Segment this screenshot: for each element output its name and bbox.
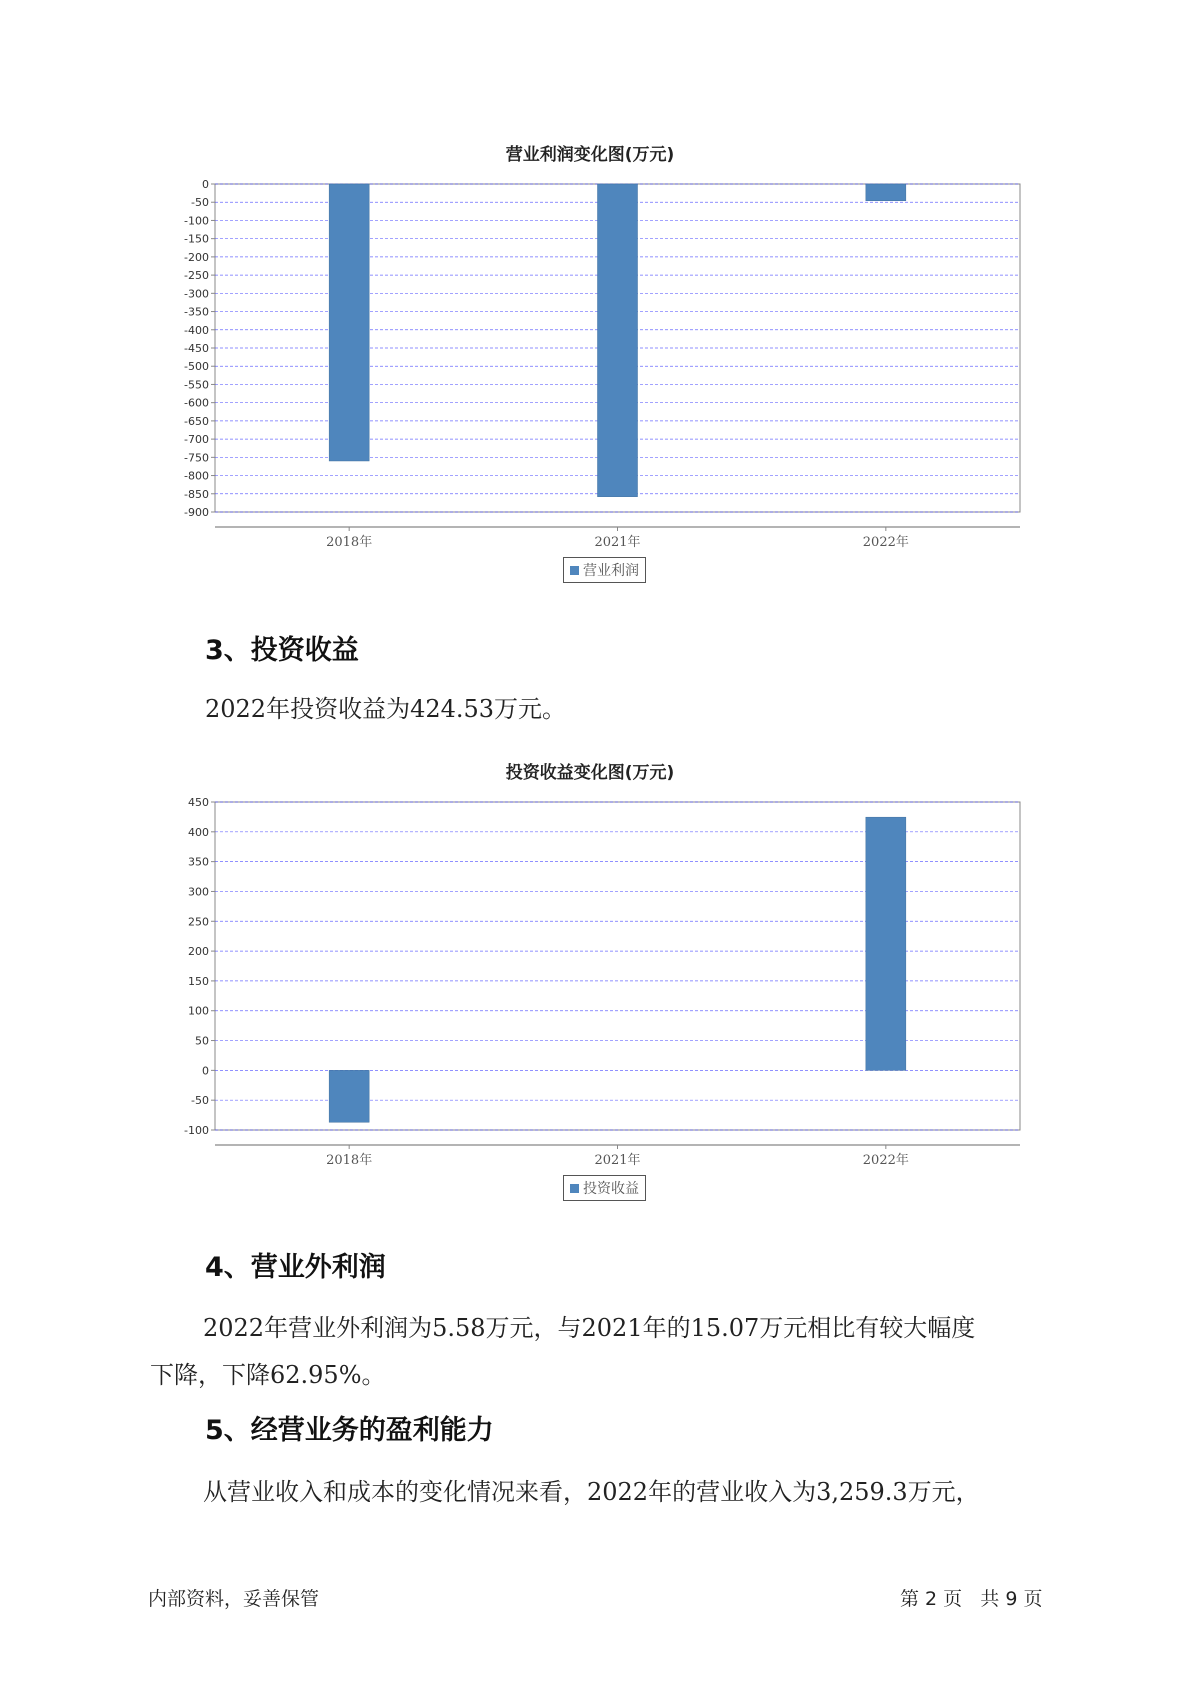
x-tick-label: 2021年: [594, 535, 641, 550]
y-tick-label: 350: [188, 855, 209, 869]
chart-title: 投资收益变化图(万元): [505, 763, 675, 783]
section-heading-non-operating-profit: 4、营业外利润: [205, 1252, 386, 1283]
y-tick-label: 250: [188, 915, 209, 929]
y-tick-label: -900: [184, 506, 209, 519]
legend-label: 投资收益: [583, 1181, 639, 1197]
y-tick-label: -500: [184, 360, 209, 374]
y-tick-label: -550: [184, 378, 209, 392]
y-tick-label: 0: [202, 1064, 209, 1078]
chart-canvas: [150, 758, 1030, 1198]
x-tick-label: 2021年: [594, 1153, 641, 1168]
y-tick-label: 0: [202, 178, 209, 191]
y-tick-label: 150: [188, 974, 209, 988]
bar: [866, 184, 906, 201]
footer-page-number: 第 2 页 共 9 页: [900, 1588, 1043, 1610]
section-heading-profitability: 5、经营业务的盈利能力: [205, 1415, 494, 1446]
y-tick-label: -800: [184, 469, 209, 483]
y-tick-label: -250: [184, 269, 209, 283]
y-tick-label: -50: [191, 1094, 209, 1108]
chart-title: 营业利润变化图(万元): [505, 145, 675, 165]
y-tick-label: -750: [184, 451, 209, 465]
legend-swatch: [570, 1184, 579, 1193]
y-tick-label: -700: [184, 433, 209, 447]
y-tick-label: -450: [184, 342, 209, 355]
y-tick-label: 200: [188, 945, 209, 959]
y-tick-label: -100: [184, 214, 209, 228]
x-tick-label: 2022年: [862, 1153, 909, 1168]
y-tick-label: 300: [188, 885, 209, 899]
legend-swatch: [570, 566, 579, 575]
paragraph-line-1: 从营业收入和成本的变化情况来看，2022年的营业收入为3,259.3万元，: [203, 1478, 980, 1506]
y-tick-label: -850: [184, 487, 209, 501]
y-tick-label: -300: [184, 287, 209, 301]
y-tick-label: -650: [184, 414, 209, 428]
y-tick-label: -400: [184, 323, 209, 337]
paragraph-line-1: 2022年营业外利润为5.58万元，与2021年的15.07万元相比有较大幅度: [203, 1314, 976, 1342]
bar: [329, 184, 369, 461]
y-tick-label: 50: [195, 1034, 209, 1048]
y-tick-label: -50: [191, 196, 209, 210]
y-tick-label: 400: [188, 825, 209, 839]
paragraph-line-2: 下降，下降62.95%。: [150, 1361, 386, 1389]
x-tick-label: 2022年: [862, 535, 909, 550]
footer-confidential: 内部资料，妥善保管: [148, 1588, 320, 1610]
chart-legend: [563, 557, 646, 583]
y-tick-label: -600: [184, 396, 209, 410]
y-tick-label: -200: [184, 250, 209, 264]
operating-profit-chart: [150, 140, 1030, 590]
y-tick-label: 100: [188, 1004, 209, 1018]
y-tick-label: 450: [188, 796, 209, 809]
x-tick-label: 2018年: [326, 535, 373, 550]
bar: [866, 817, 906, 1070]
paragraph-investment-income: 2022年投资收益为424.53万元。: [205, 695, 567, 723]
y-tick-label: -350: [184, 305, 209, 319]
y-tick-label: -150: [184, 232, 209, 246]
y-tick-label: -100: [184, 1124, 209, 1137]
x-tick-label: 2018年: [326, 1153, 373, 1168]
bar: [598, 184, 638, 497]
legend-label: 营业利润: [583, 563, 639, 579]
chart-legend: [563, 1175, 646, 1201]
chart-canvas: [150, 140, 1030, 580]
investment-income-chart: [150, 758, 1030, 1208]
bar: [329, 1070, 369, 1122]
section-heading-investment-income: 3、投资收益: [205, 635, 359, 666]
